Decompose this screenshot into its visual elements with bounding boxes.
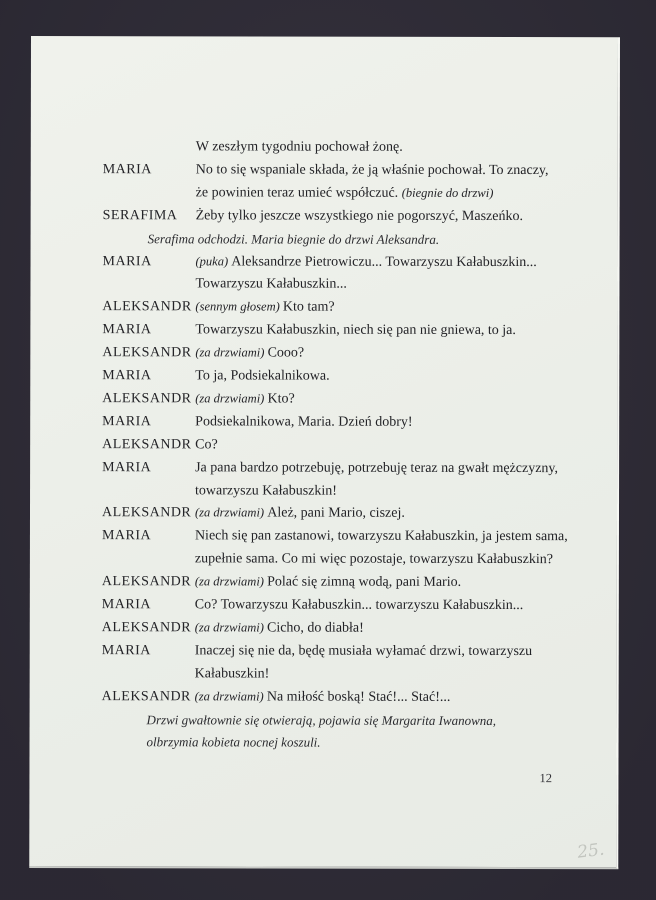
dialogue-line <box>30 666 617 688</box>
speaker-name: MARIA <box>102 459 152 475</box>
dialogue-text <box>195 345 304 361</box>
dialogue-line <box>31 139 618 161</box>
dialogue-text <box>196 185 494 202</box>
line-text: W zeszłym tygodniu pochował żonę. <box>195 139 403 155</box>
dialogue-text <box>195 643 532 660</box>
inline-stage-note: (za drzwiami) <box>195 345 268 360</box>
dialogue-text <box>195 483 337 499</box>
line-text: że powinien teraz umieć współczuć. <box>195 185 402 201</box>
dialogue-line <box>30 322 617 344</box>
stage-direction-text <box>147 712 497 729</box>
stage-direction-line <box>31 231 618 253</box>
line-text: Towarzyszu Kałabuszkin... <box>195 276 347 293</box>
dialogue-line <box>31 162 618 184</box>
dialogue-text <box>195 597 523 614</box>
line-text: Podsiekalnikowa, Maria. Dzień dobry! <box>195 414 413 430</box>
dialogue-line <box>30 689 617 711</box>
script-lines-block <box>31 36 618 750</box>
dialogue-line <box>30 345 617 367</box>
line-text: Drzwi gwałtownie się otwierają, pojawia się Margarita Iwanowna, <box>146 711 497 728</box>
dialogue-text <box>195 437 218 453</box>
speaker-name: ALEKSANDR <box>102 345 192 361</box>
dialogue-text <box>195 529 568 546</box>
line-text: Ależ, pani Mario, ciszej. <box>267 505 405 522</box>
script-page <box>29 36 620 869</box>
inline-stage-note: (biegnie do drzwi) <box>401 185 494 200</box>
dialogue-line <box>30 528 617 550</box>
line-text: Niech się pan zastanowi, towarzyszu Kałabuszkin, ja jestem sama, <box>194 528 568 545</box>
dialogue-text <box>195 368 329 384</box>
speaker-name: MARIA <box>102 162 152 178</box>
dialogue-line <box>31 185 618 207</box>
dialogue-text <box>195 391 294 407</box>
dialogue-text <box>196 139 403 155</box>
dialogue-line <box>30 391 617 413</box>
line-text: Co? <box>195 437 218 453</box>
line-text: Cicho, do diabła! <box>266 620 364 636</box>
speaker-name: MARIA <box>101 528 152 544</box>
dialogue-text <box>195 277 346 293</box>
dialogue-line <box>30 551 617 573</box>
line-text: olbrzymia kobieta nocnej koszuli. <box>146 734 321 750</box>
dialogue-line <box>30 276 617 298</box>
dialogue-line <box>30 597 617 619</box>
dialogue-line <box>30 620 617 642</box>
line-text: Ja pana bardzo potrzebuję, potrzebuję teraz na gwałt mężczyzny, <box>195 459 559 476</box>
inline-stage-note: (za drzwiami) <box>195 391 268 406</box>
stage-direction-line <box>30 711 617 733</box>
speaker-name: MARIA <box>102 253 152 269</box>
speaker-name: MARIA <box>102 368 152 384</box>
dialogue-text <box>196 208 523 225</box>
speaker-name: ALEKSANDR <box>102 299 192 315</box>
page-number: 12 <box>539 771 552 786</box>
speaker-name: MARIA <box>101 642 151 659</box>
line-text: Serafima odchodzi. Maria biegnie do drzwi Aleksandra. <box>147 230 440 247</box>
line-text: towarzyszu Kałabuszkin! <box>195 482 337 499</box>
dialogue-line <box>30 482 617 504</box>
speaker-name: SERAFIMA <box>102 207 178 223</box>
dialogue-text <box>195 414 412 430</box>
speaker-name: MARIA <box>102 413 152 430</box>
dialogue-line <box>30 460 617 482</box>
line-text: Kto? <box>267 391 295 407</box>
dialogue-line <box>30 414 617 436</box>
inline-stage-note: (sennym głosem) <box>195 299 283 314</box>
line-text: Kto tam? <box>282 299 335 315</box>
dialogue-line <box>30 574 617 596</box>
inline-stage-note: (za drzwiami) <box>194 505 268 520</box>
dialogue-text <box>195 323 516 340</box>
inline-stage-note: (za drzwiami) <box>194 620 268 635</box>
line-text: Polać się zimną wodą, pani Mario. <box>267 574 462 590</box>
line-text: Aleksandrze Pietrowiczu... Towarzyszu Kałabuszkin... <box>231 253 537 270</box>
dialogue-line <box>30 299 617 321</box>
dialogue-text <box>195 689 451 706</box>
speaker-name: ALEKSANDR <box>102 391 192 407</box>
speaker-name: ALEKSANDR <box>101 505 192 521</box>
inline-stage-note: (puka) <box>195 253 232 268</box>
dialogue-text <box>195 300 334 316</box>
dialogue-line <box>30 368 617 390</box>
dialogue-text <box>195 506 405 522</box>
dialogue-line <box>30 505 617 527</box>
line-text: Żeby tylko jeszcze wszystkiego nie pogorszyć, Maszeńko. <box>195 208 523 224</box>
line-text: To ja, Podsiekalnikowa. <box>195 368 330 384</box>
line-text: Na miłość boską! Stać!... Stać!... <box>266 689 451 705</box>
stage-direction-line <box>29 734 616 756</box>
line-text: Towarzyszu Kałabuszkin, niech się pan nie gniewa, to ja. <box>195 322 516 339</box>
speaker-name: ALEKSANDR <box>101 574 192 590</box>
speaker-name: ALEKSANDR <box>101 620 192 636</box>
line-text: Co? Towarzyszu Kałabuszkin... towarzyszu Kałabuszkin... <box>194 597 524 614</box>
line-text: zupełnie sama. Co mi więc pozostaje, towarzyszu Kałabuszkin? <box>194 551 553 568</box>
line-text: Cooo? <box>267 345 305 361</box>
inline-stage-note: (za drzwiami) <box>194 574 268 589</box>
speaker-name: ALEKSANDR <box>101 688 191 704</box>
dialogue-line <box>30 643 617 665</box>
dialogue-text <box>195 552 553 569</box>
dialogue-text <box>195 620 364 636</box>
line-text: Inaczej się nie da, będę musiała wyłamać drzwi, towarzyszu <box>194 643 533 659</box>
dialogue-line <box>31 253 618 275</box>
stage-direction-text <box>147 735 321 751</box>
line-text: No to się wspaniale składa, że ją właśnie pochował. To znaczy, <box>195 162 549 178</box>
inline-stage-note: (za drzwiami) <box>194 688 267 704</box>
dialogue-text <box>195 574 461 591</box>
dialogue-text <box>196 254 537 271</box>
dialogue-text <box>195 666 270 682</box>
speaker-name: MARIA <box>102 322 152 338</box>
speaker-name: MARIA <box>101 597 151 613</box>
dialogue-text <box>195 460 558 477</box>
dialogue-text <box>196 162 549 179</box>
dialogue-line <box>31 208 618 230</box>
line-text: Kałabuszkin! <box>194 666 270 682</box>
speaker-name: ALEKSANDR <box>102 436 192 453</box>
dialogue-line <box>30 437 617 459</box>
handwritten-note: 25. <box>576 839 606 863</box>
stage-direction-text <box>148 231 440 248</box>
